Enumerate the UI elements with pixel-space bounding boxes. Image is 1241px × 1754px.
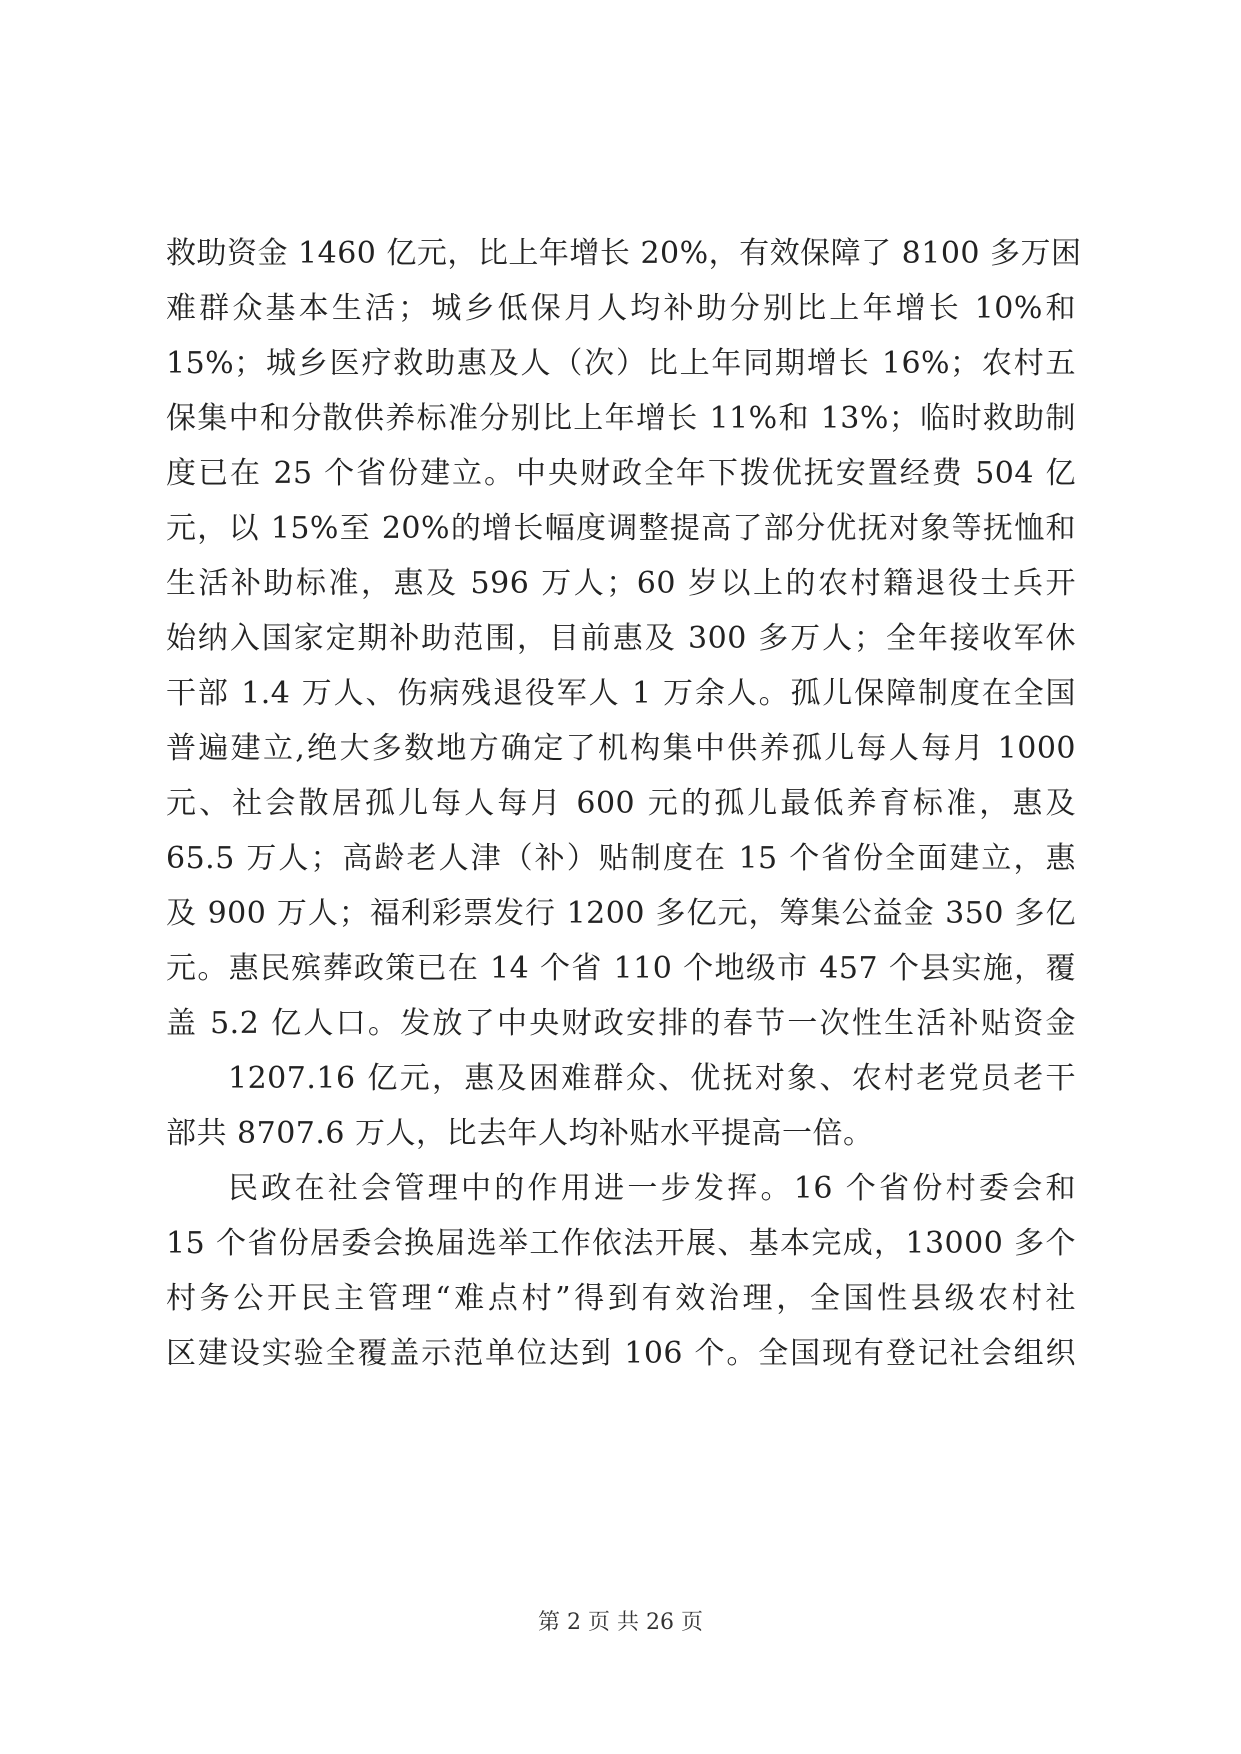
text-line: 盖 5.2 亿人口。发放了中央财政安排的春节一次性生活补贴资金 xyxy=(166,1006,1076,1041)
text-line: 15 个省份居委会换届选举工作依法开展、基本完成，13000 多个 xyxy=(166,1226,1076,1261)
text-line: 普遍建立,绝大多数地方确定了机构集中供养孤儿每人每月 1000 xyxy=(166,731,1076,766)
text-line: 救助资金 1460 亿元，比上年增长 20%，有效保障了 8100 多万困 xyxy=(166,236,1082,271)
text-line: 保集中和分散供养标准分别比上年增长 11%和 13%；临时救助制 xyxy=(166,401,1076,436)
text-line: 度已在 25 个省份建立。中央财政全年下拨优抚安置经费 504 亿 xyxy=(166,456,1076,491)
text-line: 干部 1.4 万人、伤病残退役军人 1 万余人。孤儿保障制度在全国 xyxy=(166,676,1076,711)
text-line: 元。惠民殡葬政策已在 14 个省 110 个地级市 457 个县实施，覆 xyxy=(166,951,1076,986)
text-line: 65.5 万人；高龄老人津（补）贴制度在 15 个省份全面建立，惠 xyxy=(166,841,1076,876)
text-line: 15%；城乡医疗救助惠及人（次）比上年同期增长 16%；农村五 xyxy=(166,346,1076,381)
paragraph-start-line: 民政在社会管理中的作用进一步发挥。16 个省份村委会和 xyxy=(228,1171,1076,1206)
text-line: 元，以 15%至 20%的增长幅度调整提高了部分优抚对象等抚恤和 xyxy=(166,511,1076,546)
text-line: 生活补助标准，惠及 596 万人；60 岁以上的农村籍退役士兵开 xyxy=(166,566,1076,601)
page-footer: 第 2 页 共 26 页 xyxy=(538,1610,703,1635)
text-line: 部共 8707.6 万人，比去年人均补贴水平提高一倍。 xyxy=(166,1116,874,1151)
text-line: 区建设实验全覆盖示范单位达到 106 个。全国现有登记社会组织 xyxy=(166,1336,1076,1371)
text-line: 始纳入国家定期补助范围，目前惠及 300 多万人；全年接收军休 xyxy=(166,621,1076,656)
text-line: 村务公开民主管理“难点村”得到有效治理，全国性县级农村社 xyxy=(166,1281,1076,1316)
body-text xyxy=(166,226,1082,1381)
text-line: 难群众基本生活；城乡低保月人均补助分别比上年增长 10%和 xyxy=(166,291,1076,326)
text-line: 及 900 万人；福利彩票发行 1200 多亿元，筹集公益金 350 多亿 xyxy=(166,896,1076,931)
text-line: 元、社会散居孤儿每人每月 600 元的孤儿最低养育标准，惠及 xyxy=(166,786,1076,821)
text-line: 1207.16 亿元，惠及困难群众、优抚对象、农村老党员老干 xyxy=(228,1061,1076,1096)
